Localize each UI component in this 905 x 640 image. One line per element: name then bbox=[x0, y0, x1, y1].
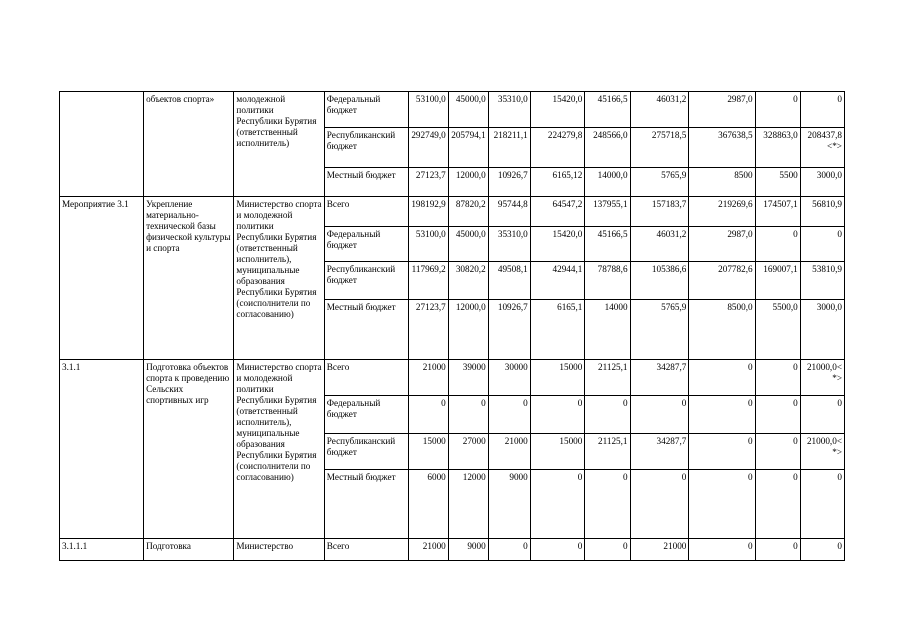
amount-cell: 15420,0 bbox=[530, 227, 585, 262]
amount-cell: 56810,9 bbox=[800, 197, 844, 227]
amount-cell: 169007,1 bbox=[755, 262, 800, 300]
amount-cell: 14000,0 bbox=[585, 168, 630, 197]
amount-cell: 275718,5 bbox=[630, 128, 689, 168]
amount-cell: 21000 bbox=[630, 539, 689, 561]
amount-cell: 5765,9 bbox=[630, 300, 689, 360]
amount-cell: 3000,0 bbox=[800, 300, 844, 360]
amount-cell: 45000,0 bbox=[448, 227, 488, 262]
amount-cell: 27000 bbox=[448, 434, 488, 470]
amount-cell: 64547,2 bbox=[530, 197, 585, 227]
amount-cell: 0 bbox=[755, 227, 800, 262]
table-row bbox=[60, 197, 845, 227]
funding-source: Всего bbox=[324, 197, 408, 227]
amount-cell: 78788,6 bbox=[585, 262, 630, 300]
amount-cell: 35310,0 bbox=[488, 227, 530, 262]
amount-cell: 157183,7 bbox=[630, 197, 689, 227]
amount-cell: 15000 bbox=[530, 434, 585, 470]
funding-source: Республиканский бюджет bbox=[324, 262, 408, 300]
amount-cell: 15000 bbox=[530, 360, 585, 396]
row-code: 3.1.1.1 bbox=[60, 539, 144, 561]
funding-source: Федеральный бюджет bbox=[324, 92, 408, 128]
funding-source: Республиканский бюджет bbox=[324, 128, 408, 168]
amount-cell: 0 bbox=[800, 470, 844, 539]
amount-cell: 0 bbox=[689, 434, 755, 470]
amount-cell: 0 bbox=[689, 396, 755, 434]
amount-cell: 53100,0 bbox=[408, 227, 448, 262]
amount-cell: 27123,7 bbox=[408, 168, 448, 197]
amount-cell: 34287,7 bbox=[630, 360, 689, 396]
amount-cell: 0 bbox=[755, 470, 800, 539]
amount-cell: 21125,1 bbox=[585, 360, 630, 396]
row-name: Подготовка bbox=[144, 539, 234, 561]
funding-source: Федеральный бюджет bbox=[324, 227, 408, 262]
amount-cell: 0 bbox=[585, 396, 630, 434]
amount-cell: 21000 bbox=[488, 434, 530, 470]
amount-cell: 6165,12 bbox=[530, 168, 585, 197]
amount-cell: 0 bbox=[755, 434, 800, 470]
amount-cell: 0 bbox=[585, 539, 630, 561]
amount-cell: 0 bbox=[800, 92, 844, 128]
amount-cell: 208437,8<*> bbox=[800, 128, 844, 168]
funding-source: Местный бюджет bbox=[324, 300, 408, 360]
amount-cell: 219269,6 bbox=[689, 197, 755, 227]
amount-cell: 10926,7 bbox=[488, 168, 530, 197]
funding-source: Республиканский бюджет bbox=[324, 434, 408, 470]
amount-cell: 46031,2 bbox=[630, 92, 689, 128]
table-row bbox=[60, 360, 845, 396]
amount-cell: 137955,1 bbox=[585, 197, 630, 227]
amount-cell: 0 bbox=[689, 470, 755, 539]
amount-cell: 5500 bbox=[755, 168, 800, 197]
amount-cell: 21000 bbox=[408, 360, 448, 396]
amount-cell: 0 bbox=[630, 396, 689, 434]
amount-cell: 12000,0 bbox=[448, 168, 488, 197]
amount-cell: 2987,0 bbox=[689, 92, 755, 128]
amount-cell: 292749,0 bbox=[408, 128, 448, 168]
amount-cell: 0 bbox=[530, 470, 585, 539]
amount-cell: 0 bbox=[800, 539, 844, 561]
amount-cell: 0 bbox=[800, 227, 844, 262]
row-executor: Министерство спорта и молодежной политики Республики Бурятия (ответственный исполнитель), муниципальные образования Республики Бурятия (соисполнители по согласованию) bbox=[234, 197, 324, 360]
row-name: Подготовка объектов спорта к проведению Сельских спортивных игр bbox=[144, 360, 234, 539]
amount-cell: 0 bbox=[689, 360, 755, 396]
amount-cell: 174507,1 bbox=[755, 197, 800, 227]
amount-cell: 14000 bbox=[585, 300, 630, 360]
amount-cell: 367638,5 bbox=[689, 128, 755, 168]
amount-cell: 9000 bbox=[488, 470, 530, 539]
amount-cell: 21000 bbox=[408, 539, 448, 561]
amount-cell: 0 bbox=[755, 396, 800, 434]
amount-cell: 105386,6 bbox=[630, 262, 689, 300]
funding-source: Федеральный бюджет bbox=[324, 396, 408, 434]
amount-cell: 15000 bbox=[408, 434, 448, 470]
row-name: объектов спорта» bbox=[144, 92, 234, 197]
amount-cell: 53100,0 bbox=[408, 92, 448, 128]
amount-cell: 224279,8 bbox=[530, 128, 585, 168]
amount-cell: 0 bbox=[488, 396, 530, 434]
amount-cell: 328863,0 bbox=[755, 128, 800, 168]
amount-cell: 21000,0<*> bbox=[800, 360, 844, 396]
row-executor: Министерство спорта и молодежной политики Республики Бурятия (ответственный исполнитель), муниципальные образования Республики Бурятия (соисполнители по согласованию) bbox=[234, 360, 324, 539]
amount-cell: 5765,9 bbox=[630, 168, 689, 197]
funding-source: Местный бюджет bbox=[324, 470, 408, 539]
amount-cell: 0 bbox=[585, 470, 630, 539]
amount-cell: 35310,0 bbox=[488, 92, 530, 128]
amount-cell: 0 bbox=[530, 396, 585, 434]
amount-cell: 45166,5 bbox=[585, 227, 630, 262]
amount-cell: 0 bbox=[800, 396, 844, 434]
amount-cell: 95744,8 bbox=[488, 197, 530, 227]
amount-cell: 0 bbox=[408, 396, 448, 434]
row-code: 3.1.1 bbox=[60, 360, 144, 539]
amount-cell: 87820,2 bbox=[448, 197, 488, 227]
amount-cell: 0 bbox=[689, 539, 755, 561]
amount-cell: 3000,0 bbox=[800, 168, 844, 197]
amount-cell: 0 bbox=[755, 539, 800, 561]
budget-table bbox=[59, 91, 845, 561]
amount-cell: 34287,7 bbox=[630, 434, 689, 470]
amount-cell: 218211,1 bbox=[488, 128, 530, 168]
amount-cell: 27123,7 bbox=[408, 300, 448, 360]
amount-cell: 30820,2 bbox=[448, 262, 488, 300]
funding-source: Всего bbox=[324, 360, 408, 396]
row-code: Мероприятие 3.1 bbox=[60, 197, 144, 360]
amount-cell: 6165,1 bbox=[530, 300, 585, 360]
amount-cell: 45166,5 bbox=[585, 92, 630, 128]
amount-cell: 42944,1 bbox=[530, 262, 585, 300]
funding-source: Всего bbox=[324, 539, 408, 561]
amount-cell: 53810,9 bbox=[800, 262, 844, 300]
amount-cell: 117969,2 bbox=[408, 262, 448, 300]
row-name: Укрепление материально-технической базы физической культуры и спорта bbox=[144, 197, 234, 360]
amount-cell: 0 bbox=[530, 539, 585, 561]
amount-cell: 45000,0 bbox=[448, 92, 488, 128]
amount-cell: 12000 bbox=[448, 470, 488, 539]
amount-cell: 0 bbox=[448, 396, 488, 434]
table-row bbox=[60, 92, 845, 128]
row-executor: молодежной политики Республики Бурятия (ответственный исполнитель) bbox=[234, 92, 324, 197]
amount-cell: 8500,0 bbox=[689, 300, 755, 360]
row-code bbox=[60, 92, 144, 197]
amount-cell: 49508,1 bbox=[488, 262, 530, 300]
amount-cell: 9000 bbox=[448, 539, 488, 561]
amount-cell: 205794,1 bbox=[448, 128, 488, 168]
amount-cell: 46031,2 bbox=[630, 227, 689, 262]
funding-source: Местный бюджет bbox=[324, 168, 408, 197]
amount-cell: 21125,1 bbox=[585, 434, 630, 470]
amount-cell: 0 bbox=[488, 539, 530, 561]
amount-cell: 21000,0<*> bbox=[800, 434, 844, 470]
amount-cell: 207782,6 bbox=[689, 262, 755, 300]
amount-cell: 198192,9 bbox=[408, 197, 448, 227]
amount-cell: 0 bbox=[755, 92, 800, 128]
amount-cell: 248566,0 bbox=[585, 128, 630, 168]
amount-cell: 10926,7 bbox=[488, 300, 530, 360]
row-executor: Министерство bbox=[234, 539, 324, 561]
amount-cell: 8500 bbox=[689, 168, 755, 197]
amount-cell: 30000 bbox=[488, 360, 530, 396]
amount-cell: 5500,0 bbox=[755, 300, 800, 360]
amount-cell: 2987,0 bbox=[689, 227, 755, 262]
amount-cell: 39000 bbox=[448, 360, 488, 396]
amount-cell: 15420,0 bbox=[530, 92, 585, 128]
amount-cell: 0 bbox=[755, 360, 800, 396]
amount-cell: 6000 bbox=[408, 470, 448, 539]
amount-cell: 12000,0 bbox=[448, 300, 488, 360]
table-row bbox=[60, 539, 845, 561]
amount-cell: 0 bbox=[630, 470, 689, 539]
